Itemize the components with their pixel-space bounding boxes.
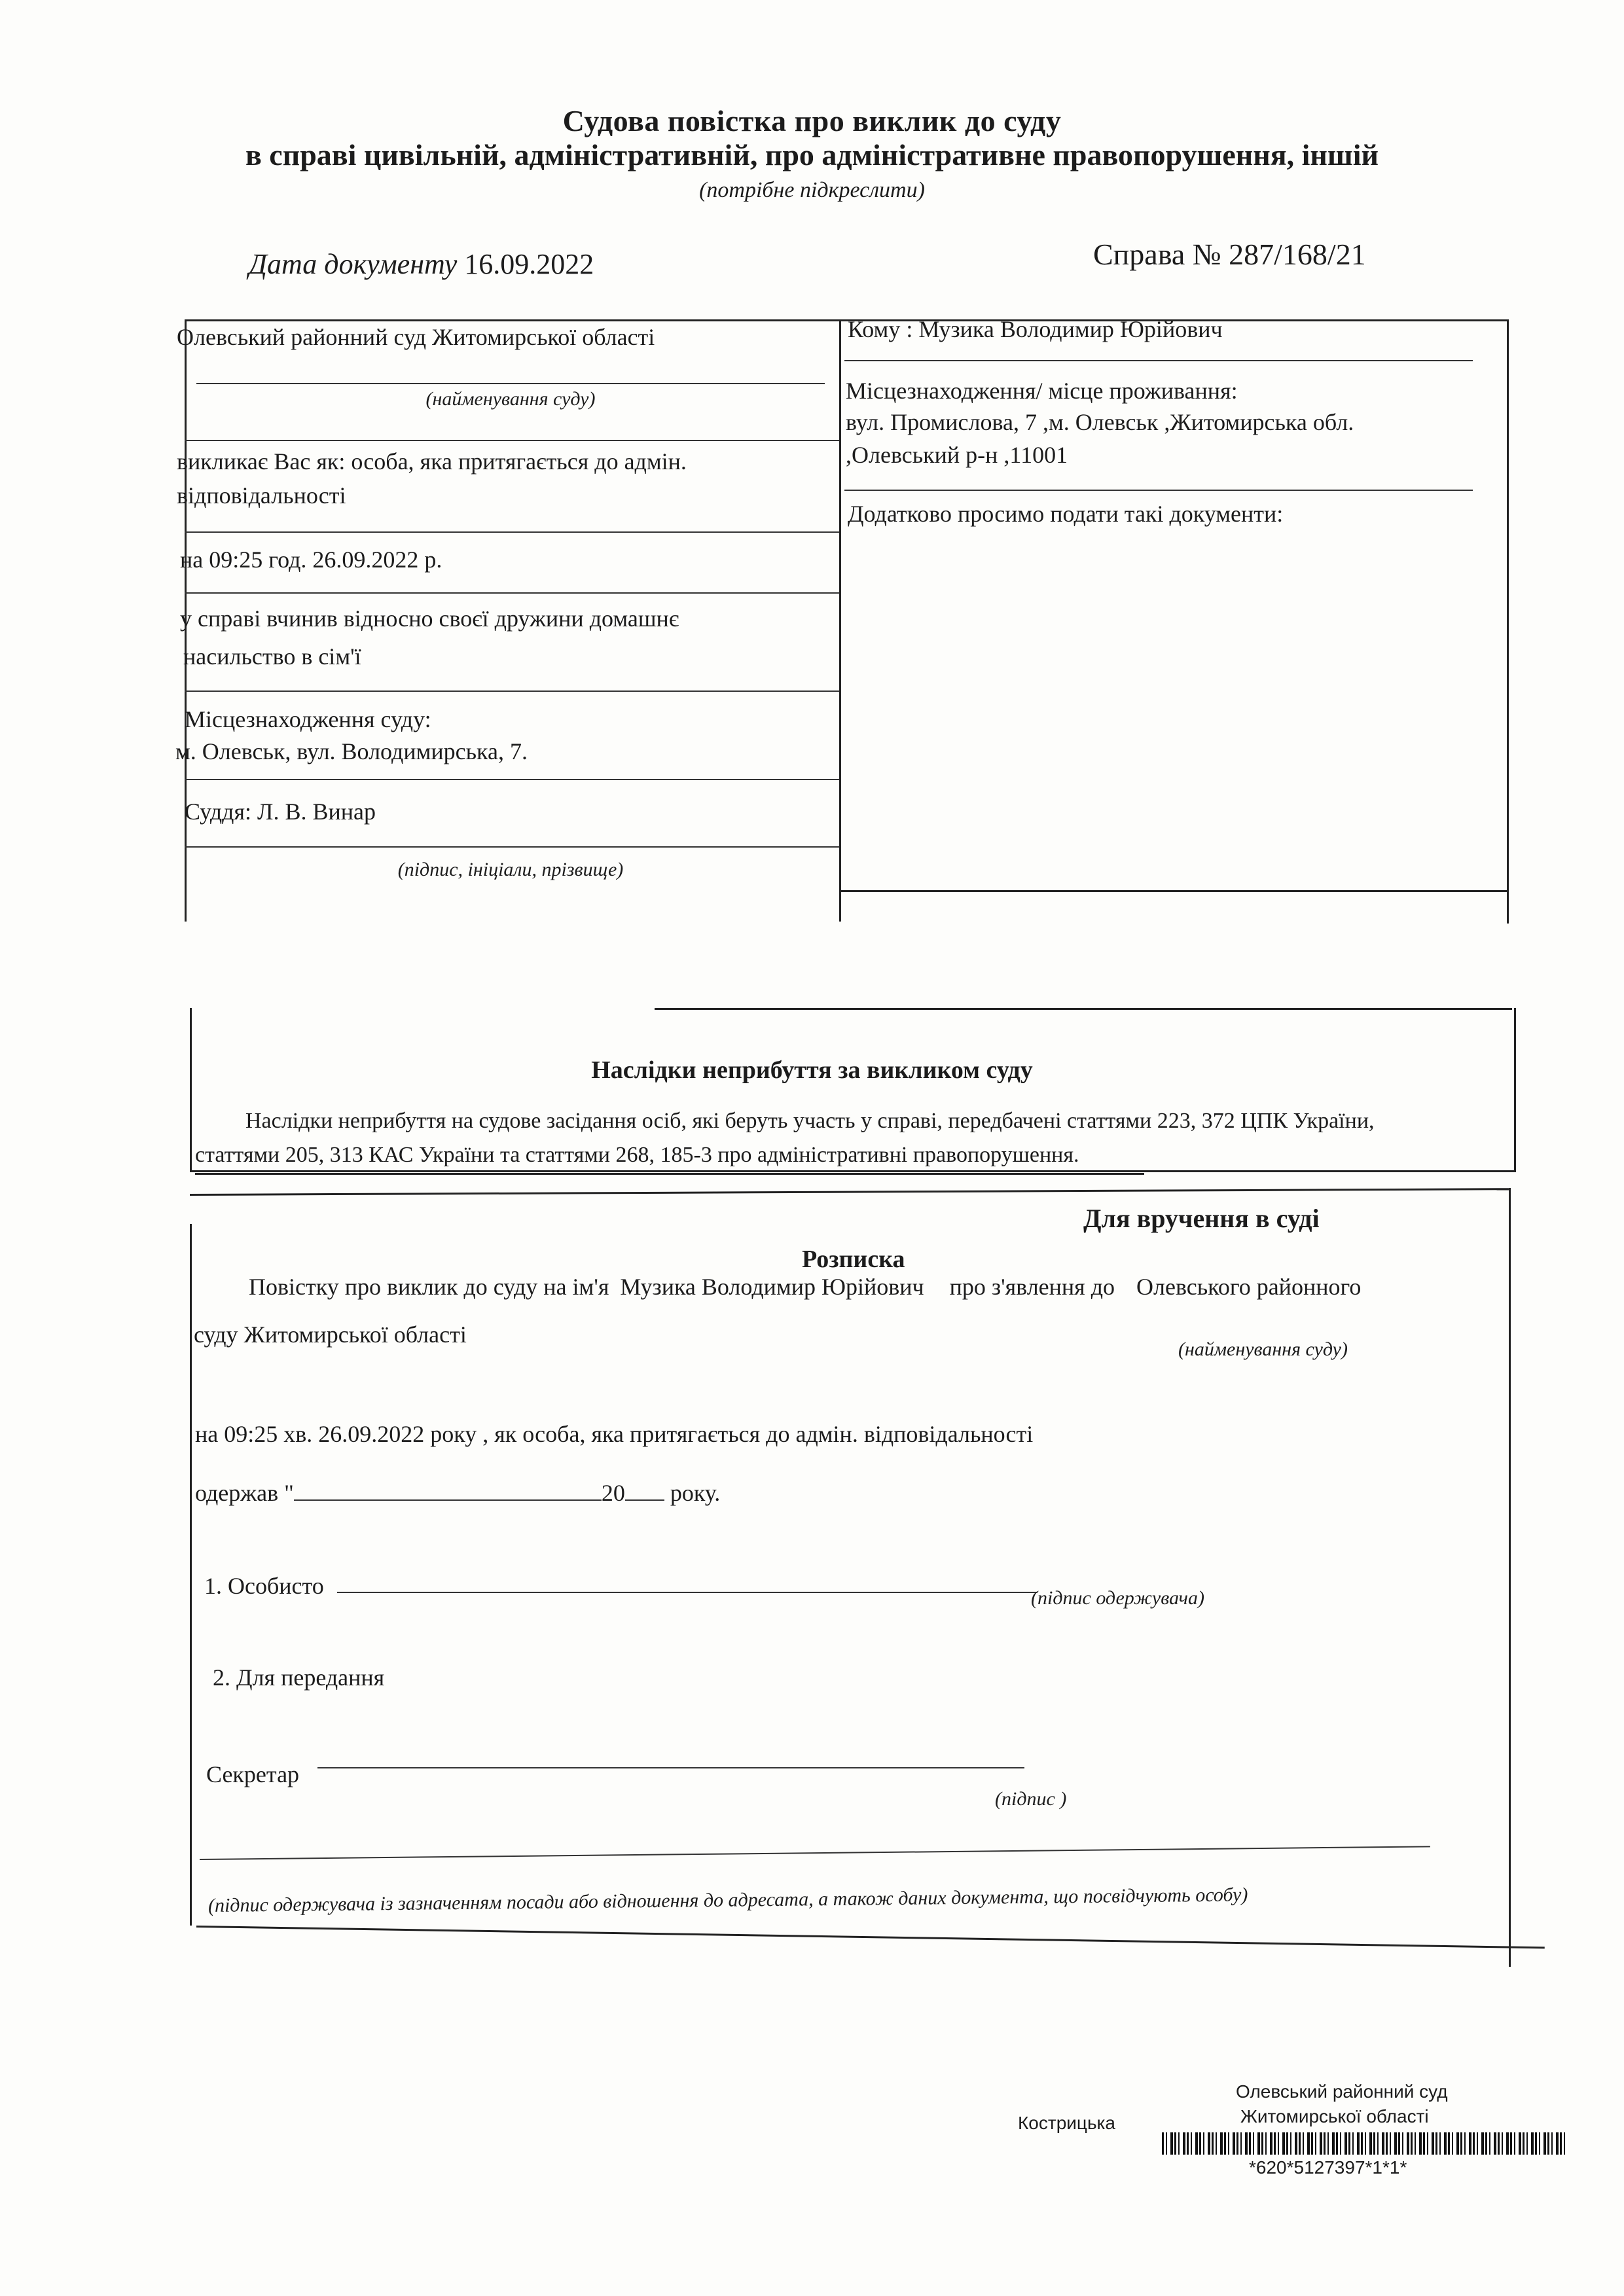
- barcode: [1162, 2132, 1568, 2155]
- summons-subtitle: в справі цивільній, адміністративній, про адміністративне правопорушення, іншій: [245, 138, 1379, 171]
- secretary-label: Секретар: [206, 1761, 300, 1787]
- stamp-court-line-1: Олевський районний суд: [1236, 2081, 1448, 2102]
- clerk-name: Кострицька: [1018, 2113, 1115, 2133]
- receipt-prefix: Повістку про виклик до суду на ім'я: [249, 1274, 609, 1300]
- receipt-frame-bottom: [196, 1926, 1545, 1948]
- received-date-blank: [294, 1499, 602, 1501]
- receipt-title: Розписка: [802, 1246, 905, 1273]
- case-number: [1093, 237, 1366, 272]
- received-suffix: року.: [670, 1480, 721, 1506]
- for-court-label: Для вручення в суді: [1083, 1204, 1320, 1233]
- barcode-code: *620*5127397*1*1*: [1249, 2157, 1407, 2178]
- court-name-line: [196, 383, 825, 384]
- personal-sign-line: [337, 1592, 1038, 1593]
- judge-caption: (підпис, ініціали, прізвище): [397, 859, 624, 880]
- row-line: [185, 531, 839, 533]
- received-prefix: одержав ": [195, 1480, 294, 1506]
- receipt-line-1: [249, 1273, 1361, 1300]
- receipt-appearance: про з'явлення до: [949, 1274, 1115, 1300]
- stamp-court-line-2: Житомирської області: [1240, 2106, 1429, 2126]
- recipient-position-line: [200, 1846, 1430, 1860]
- receipt-court: Олевського районного: [1136, 1274, 1362, 1300]
- court-location-label: Місцезнаходження суду:: [185, 706, 431, 732]
- row-line: [185, 779, 839, 780]
- recipient-line: [844, 360, 1473, 361]
- consequences-text-1: Наслідки неприбуття на судове засідання осіб, які беруть участь у справі, передбачені статтями 223, 372 ЦПК України,: [245, 1109, 1375, 1133]
- receipt-frame-top: [190, 1188, 1509, 1196]
- document-date-label: Дата документу: [249, 248, 458, 280]
- document-date: [249, 247, 594, 281]
- case-description-2: насильство в сім'ї: [183, 643, 361, 670]
- receipt-frame-left: [190, 1224, 192, 1926]
- receipt-frame-right: [1509, 1188, 1511, 1967]
- title-note: (потрібне підкреслити): [699, 178, 925, 202]
- case-number-value: 287/168/21: [1229, 238, 1366, 271]
- court-location-value: м. Олевськ, вул. Володимирська, 7.: [175, 738, 528, 764]
- recipient-sign-caption: (підпис одержувача): [1031, 1587, 1204, 1609]
- row-line: [185, 691, 839, 692]
- case-number-label: Справа №: [1093, 238, 1221, 271]
- residence-label: Місцезнаходження/ місце проживання:: [846, 378, 1238, 404]
- row-line: [185, 440, 839, 441]
- receipt-recipient-name: Музика Володимир Юрійович: [620, 1274, 924, 1300]
- residence-line-1: вул. Промислова, 7 ,м. Олевськ ,Житомирська обл.: [846, 409, 1354, 435]
- received-year: 20: [601, 1480, 625, 1506]
- personal-label: 1. Особисто: [204, 1573, 324, 1599]
- summons-divider: [839, 319, 841, 922]
- transfer-label: 2. Для передання: [213, 1664, 385, 1691]
- receipt-line-2: суду Житомирської області: [194, 1321, 467, 1348]
- consequences-frame-top: [655, 1008, 1512, 1010]
- row-line: [185, 592, 839, 594]
- judge: Суддя: Л. В. Винар: [185, 798, 376, 825]
- hearing-time: на 09:25 год. 26.09.2022 р.: [180, 547, 442, 573]
- received-year-blank: [625, 1499, 664, 1501]
- role-line-2: відповідальності: [177, 482, 346, 509]
- recipient: Кому : Музика Володимир Юрійович: [848, 316, 1223, 342]
- receipt-court-caption: (найменування суду): [1178, 1338, 1348, 1360]
- receipt-time-line: на 09:25 хв. 26.09.2022 року , як особа, яка притягається до адмін. відповідальності: [195, 1421, 1034, 1447]
- residence-line: [844, 490, 1473, 491]
- extra-documents-label: Додатково просимо подати такі документи:: [848, 501, 1284, 527]
- judge-sign-line: [185, 846, 839, 848]
- consequences-text-2: статтями 205, 313 КАС України та статтями 268, 185-3 про адміністративні правопорушення.: [195, 1143, 1079, 1167]
- case-description-1: у справі вчинив відносно своєї дружини домашнє: [180, 605, 679, 632]
- sign-caption: (підпис ): [995, 1788, 1067, 1810]
- role-line-1: викликає Вас як: особа, яка притягається до адмін.: [177, 448, 687, 475]
- bottom-caption: (підпис одержувача із зазначенням посади або відношення до адресата, а також даних документа, що посвідчують особу): [208, 1884, 1248, 1916]
- document-date-value: 16.09.2022: [464, 248, 594, 280]
- court-name: Олевський районний суд Житомирської області: [177, 324, 655, 350]
- court-name-caption: (найменування суду): [425, 388, 596, 410]
- summons-title: Судова повістка про виклик до суду: [562, 104, 1062, 137]
- consequences-underline: [195, 1173, 1144, 1175]
- summons-frame-bottom-right: [839, 890, 1508, 892]
- consequences-title: Наслідки неприбуття за викликом суду: [591, 1056, 1033, 1084]
- secretary-sign-line: [317, 1767, 1024, 1768]
- received-line: [195, 1479, 720, 1507]
- residence-line-2: ,Олевський р-н ,11001: [846, 442, 1068, 468]
